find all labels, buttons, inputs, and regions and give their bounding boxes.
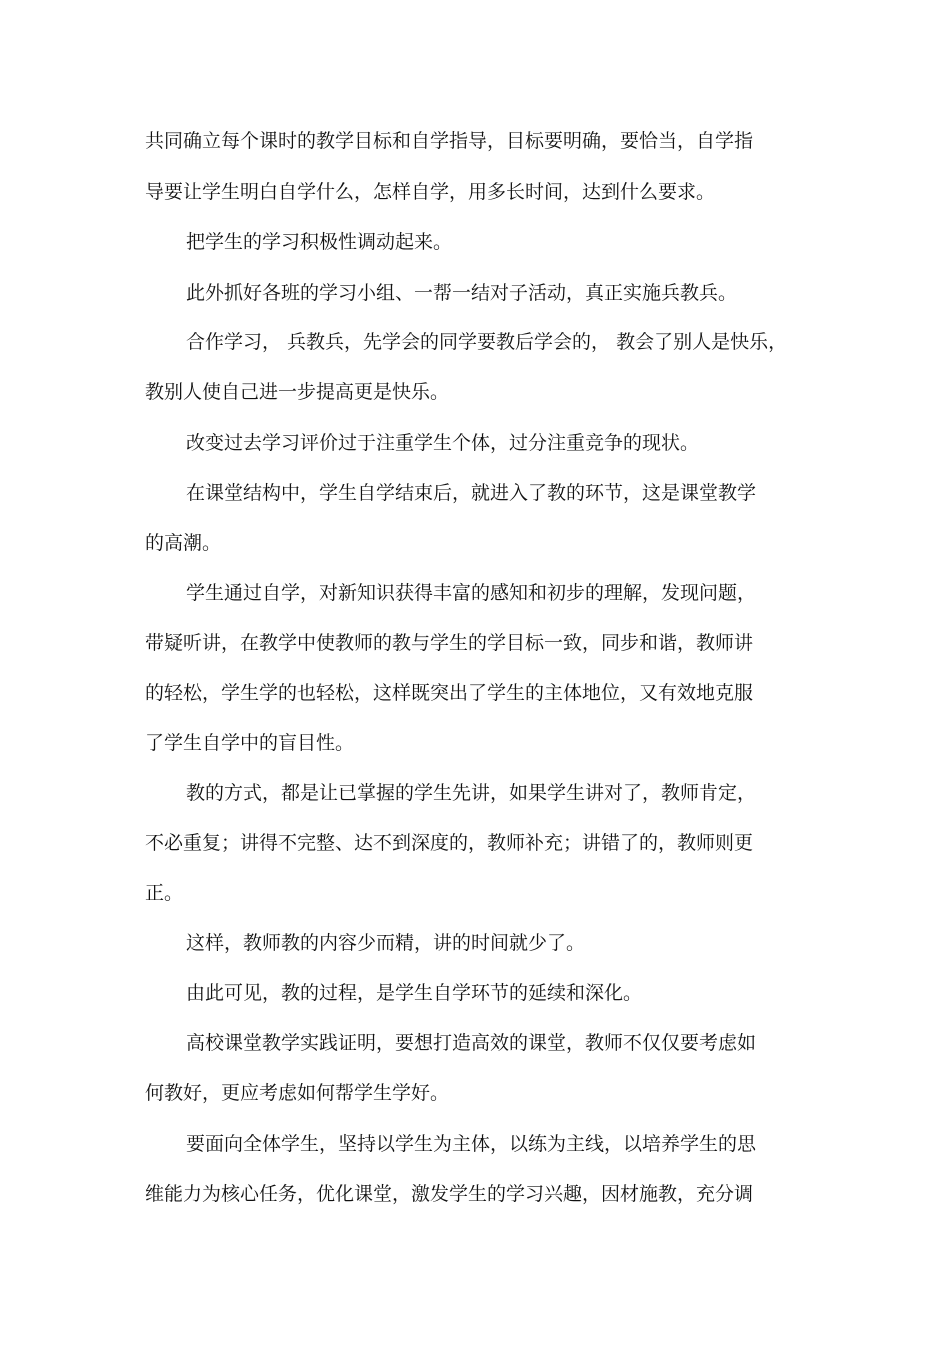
text-line: 何教好，更应考虑如何帮学生学好。 (145, 1082, 450, 1104)
text-line: 教的方式，都是让已掌握的学生先讲，如果学生讲对了，教师肯定， (186, 782, 757, 804)
text-line: 教别人使自己进一步提高更是快乐。 (145, 381, 450, 403)
text-line: 正。 (145, 882, 184, 904)
text-line: 导要让学生明白自学什么，怎样自学，用多长时间，达到什么要求。 (145, 181, 716, 203)
text-line: 由此可见，教的过程，是学生自学环节的延续和深化。 (186, 982, 643, 1004)
text-line: 这样，教师教的内容少而精，讲的时间就少了。 (186, 932, 586, 954)
text-line: 要面向全体学生，坚持以学生为主体，以练为主线，以培养学生的思 (186, 1133, 757, 1155)
text-line: 的高潮。 (145, 532, 222, 554)
text-line: 此外抓好各班的学习小组、一帮一结对子活动，真正实施兵教兵。 (186, 282, 738, 304)
text-line: 合作学习， 兵教兵，先学会的同学要教后学会的， 教会了别人是快乐， (186, 331, 788, 353)
text-line: 了学生自学中的盲目性。 (145, 732, 355, 754)
text-line: 学生通过自学，对新知识获得丰富的感知和初步的理解，发现问题， (186, 582, 757, 604)
text-line: 不必重复；讲得不完整、达不到深度的，教师补充；讲错了的，教师则更 (145, 832, 754, 854)
text-line: 高校课堂教学实践证明，要想打造高效的课堂，教师不仅仅要考虑如 (186, 1032, 757, 1054)
text-line: 的轻松，学生学的也轻松，这样既突出了学生的主体地位，又有效地克服 (145, 682, 754, 704)
text-line: 改变过去学习评价过于注重学生个体，过分注重竞争的现状。 (186, 432, 700, 454)
text-line: 在课堂结构中，学生自学结束后，就进入了教的环节，这是课堂教学 (186, 482, 757, 504)
text-line: 把学生的学习积极性调动起来。 (186, 231, 453, 253)
text-line: 共同确立每个课时的教学目标和自学指导，目标要明确，要恰当，自学指 (145, 130, 754, 152)
text-line: 带疑听讲，在教学中使教师的教与学生的学目标一致，同步和谐，教师讲 (145, 632, 754, 654)
text-line: 维能力为核心任务，优化课堂，激发学生的学习兴趣，因材施教，充分调 (145, 1183, 754, 1205)
